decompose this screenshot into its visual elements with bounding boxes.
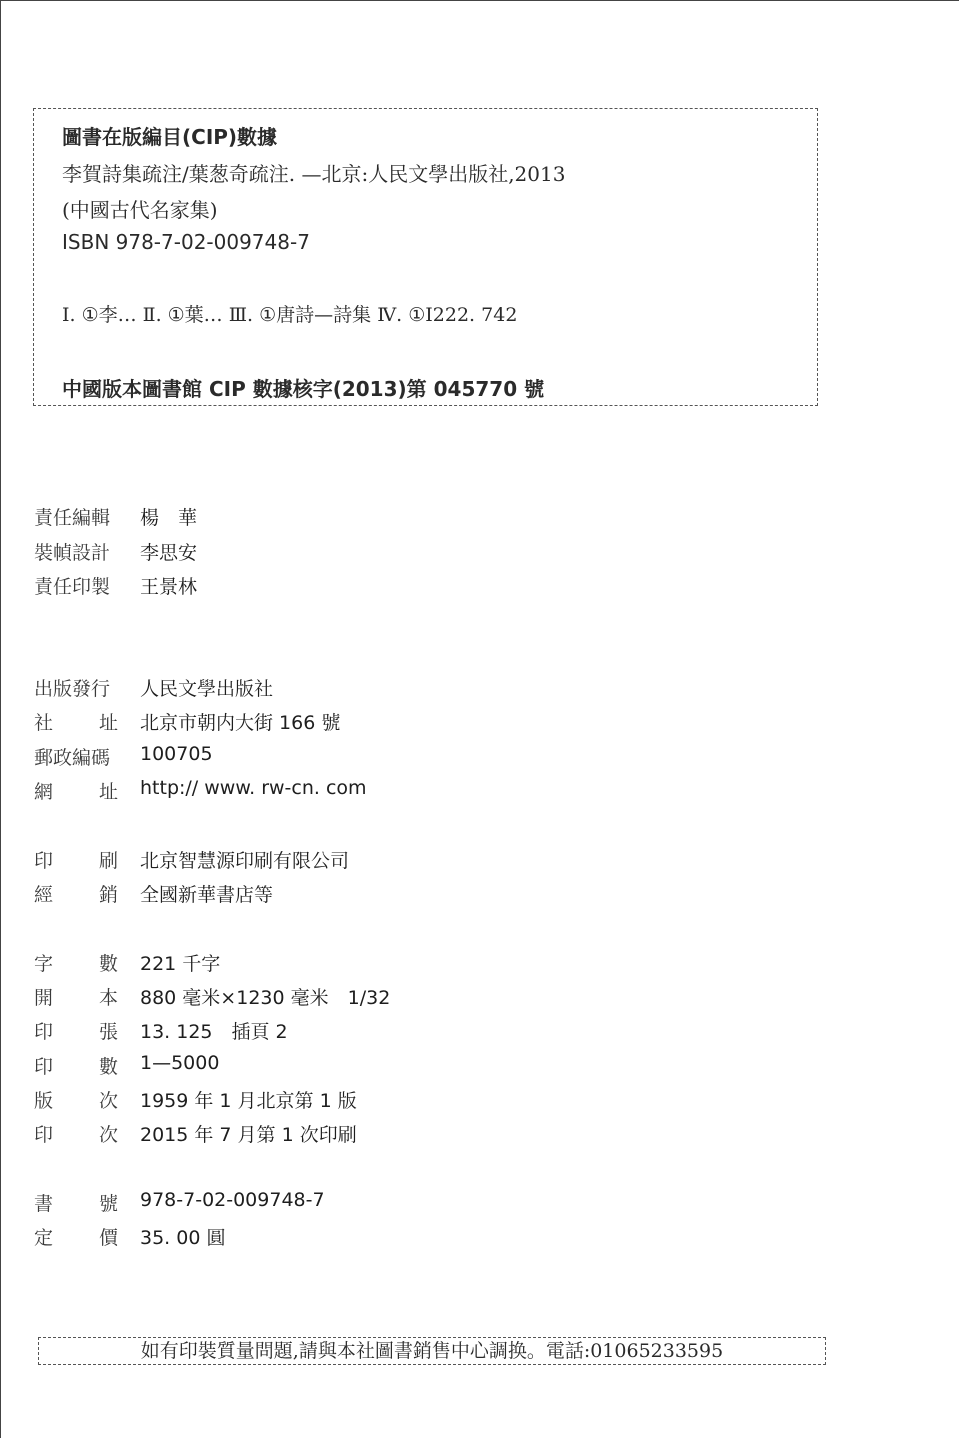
row-label: 網 址 — [34, 781, 118, 803]
row-label: 經 銷 — [34, 884, 118, 906]
cip-title: 圖書在版編目(CIP)數據 — [62, 125, 278, 149]
row-value: 1—5000 — [140, 1052, 220, 1074]
row-label: 責任印製 — [34, 576, 111, 598]
row-value: 李思安 — [140, 542, 198, 564]
row-label: 印 次 — [34, 1124, 118, 1146]
row-label: 書 號 — [34, 1193, 118, 1215]
row-value: 880 毫米×1230 毫米 1/32 — [140, 987, 391, 1009]
row-value: 100705 — [140, 743, 213, 765]
row-value: 北京市朝内大街 166 號 — [140, 712, 341, 734]
cip-data-box — [33, 108, 818, 406]
row-label: 責任編輯 — [34, 507, 111, 529]
cip-isbn-line: ISBN 978-7-02-009748-7 — [62, 230, 310, 254]
row-value: http:// www. rw-cn. com — [140, 777, 367, 799]
row-value: 2015 年 7 月第 1 次印刷 — [140, 1124, 357, 1146]
row-label: 印 數 — [34, 1056, 118, 1078]
row-label: 印 張 — [34, 1021, 118, 1043]
row-value: 35. 00 圓 — [140, 1227, 226, 1249]
cip-title-author-line: 李賀詩集疏注/葉葱奇疏注. —北京:人民文學出版社,2013 — [62, 162, 566, 186]
row-label: 印 刷 — [34, 850, 118, 872]
row-value: 楊 華 — [140, 507, 198, 529]
row-label: 出版發行 — [34, 678, 111, 700]
quality-notice: 如有印裝質量問題,請與本社圖書銷售中心調换。電話:01065233595 — [38, 1337, 826, 1365]
row-value: 978-7-02-009748-7 — [140, 1189, 325, 1211]
row-label: 版 次 — [34, 1090, 118, 1112]
row-label: 郵政編碼 — [34, 747, 111, 769]
row-label: 定 價 — [34, 1227, 118, 1249]
row-label: 裝幀設計 — [34, 542, 111, 564]
row-value: 人民文學出版社 — [140, 678, 274, 700]
cip-classification-line: Ⅰ. ①李… Ⅱ. ①葉… Ⅲ. ①唐詩—詩集 Ⅳ. ①I222. 742 — [62, 304, 518, 326]
cip-series-line: (中國古代名家集) — [62, 198, 218, 222]
row-value: 13. 125 插頁 2 — [140, 1021, 288, 1043]
row-label: 社 址 — [34, 712, 118, 734]
cip-record-number: 中國版本圖書館 CIP 數據核字(2013)第 045770 號 — [62, 377, 545, 401]
row-label: 字 數 — [34, 953, 118, 975]
row-value: 1959 年 1 月北京第 1 版 — [140, 1090, 357, 1112]
row-value: 221 千字 — [140, 953, 221, 975]
row-value: 北京智慧源印刷有限公司 — [140, 850, 350, 872]
row-value: 全國新華書店等 — [140, 884, 274, 906]
row-label: 開 本 — [34, 987, 118, 1009]
row-value: 王景林 — [140, 576, 198, 598]
